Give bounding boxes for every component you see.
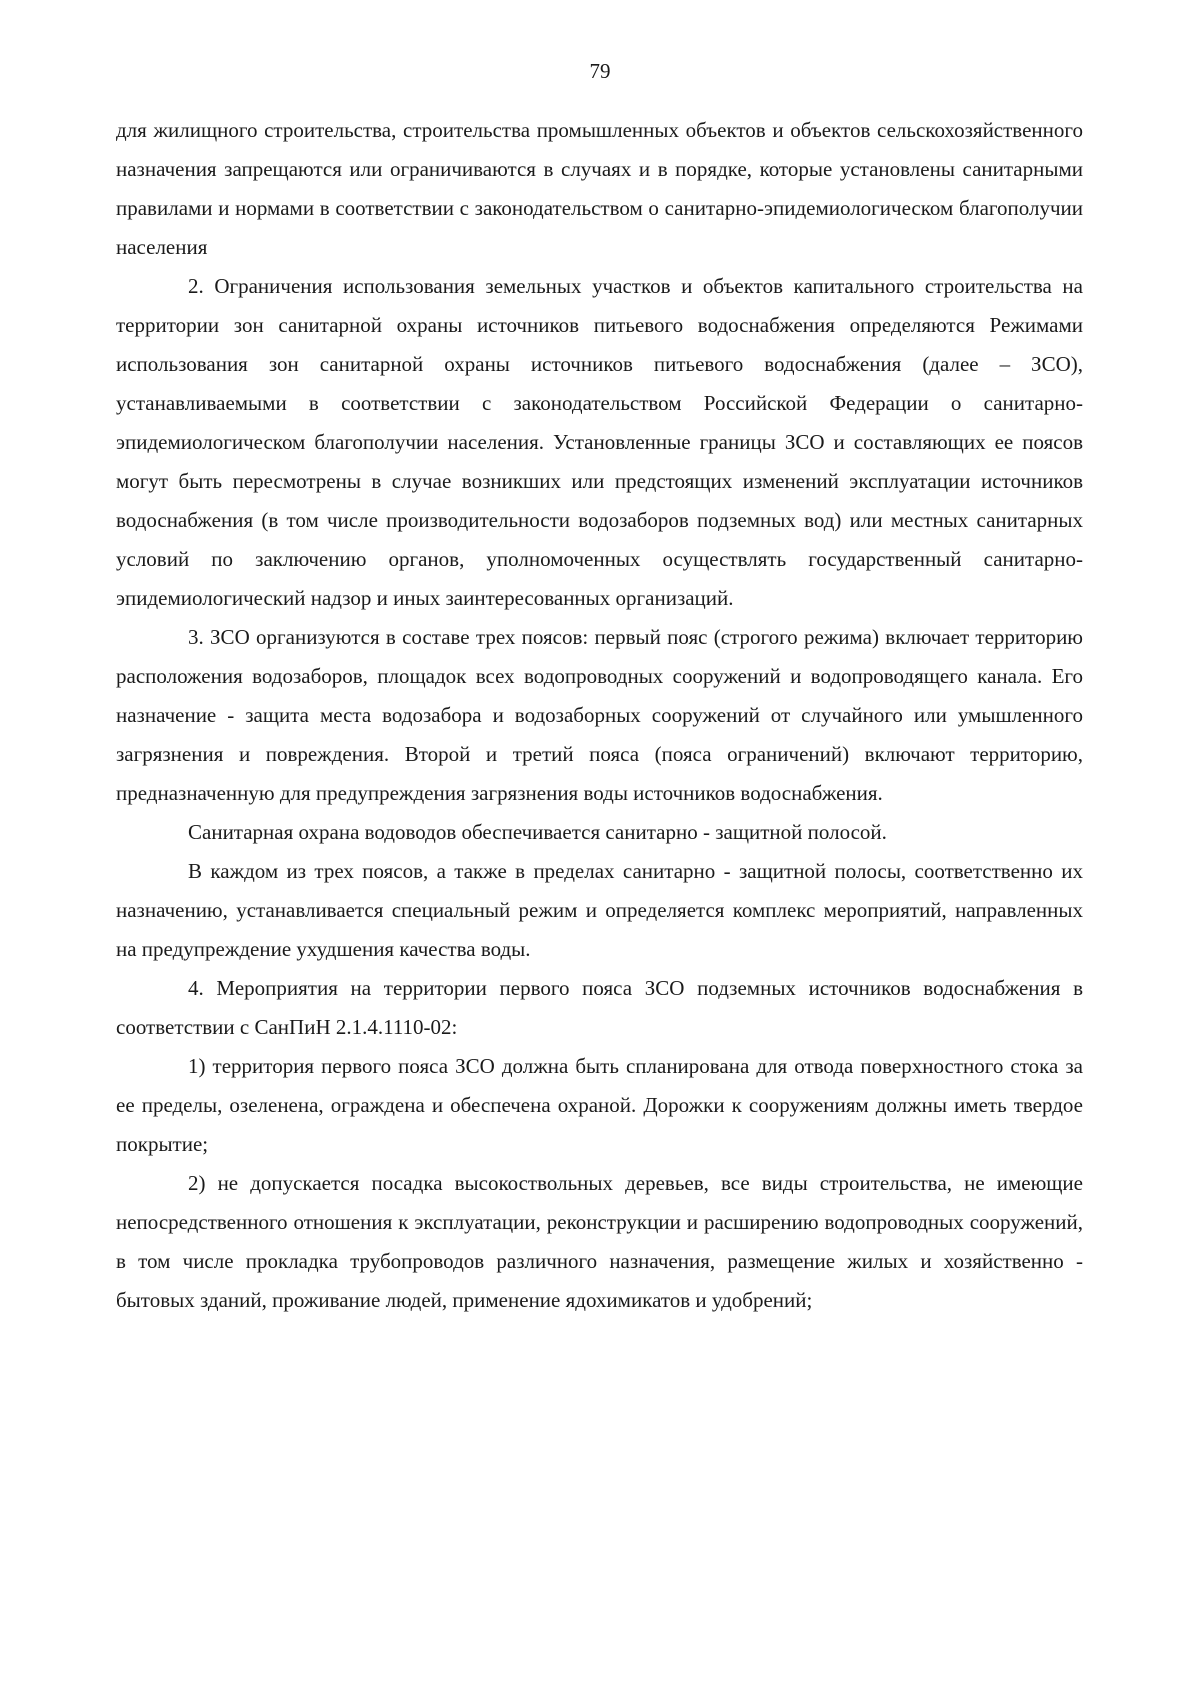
page-number: 79 xyxy=(589,59,611,83)
paragraph-subitem-1: 1) территория первого пояса ЗСО должна быть спланирована для отвода поверхностного стока за ее пределы, озеленена, ограждена и обеспечена охраной. Дорожки к сооружениям должны иметь твердое покрытие; xyxy=(116,1054,1083,1156)
paragraph-subitem-2: 2) не допускается посадка высокоствольных деревьев, все виды строительства, не имеющие непосредственного отношения к эксплуатации, реконструкции и расширению водопроводных сооружений, в том числе прокладка трубопроводов различного назначения, размещение жилых и хозяйственно - бытовых зданий, проживание людей, применение ядохимикатов и удобрений; xyxy=(116,1171,1083,1312)
paragraph-three-zones: В каждом из трех поясов, а также в пределах санитарно - защитной полосы, соответственно их назначению, устанавливается специальный режим и определяется комплекс мероприятий, направленных на предупреждение ухудшения качества воды. xyxy=(116,859,1083,961)
paragraph-item-2: 2. Ограничения использования земельных участков и объектов капитального строительства на территории зон санитарной охраны источников питьевого водоснабжения определяются Режимами использования зон санитарной охраны источников питьевого водоснабжения (далее – ЗСО), устанавливаемыми в соответствии с законодательством Российской Федерации о санитарно-эпидемиологическом благополучии населения. Установленные границы ЗСО и составляющих ее поясов могут быть пересмотрены в случае возникших или предстоящих изменений эксплуатации источников водоснабжения (в том числе производительности водозаборов подземных вод) или местных санитарных условий по заключению органов, уполномоченных осуществлять государственный санитарно-эпидемиологический надзор и иных заинтересованных организаций. xyxy=(116,274,1083,610)
paragraph-item-4: 4. Мероприятия на территории первого пояса ЗСО подземных источников водоснабжения в соответствии с СанПиН 2.1.4.1110-02: xyxy=(116,976,1083,1039)
paragraph-continuation: для жилищного строительства, строительства промышленных объектов и объектов сельскохозяйственного назначения запрещаются или ограничиваются в случаях и в порядке, которые установлены санитарными правилами и нормами в соответствии с законодательством о санитарно-эпидемиологическом благополучии населения xyxy=(116,118,1083,259)
paragraph-item-3: 3. ЗСО организуются в составе трех поясов: первый пояс (строгого режима) включает территорию расположения водозаборов, площадок всех водопроводных сооружений и водопроводящего канала. Его назначение - защита места водозабора и водозаборных сооружений от случайного или умышленного загрязнения и повреждения. Второй и третий пояса (пояса ограничений) включают территорию, предназначенную для предупреждения загрязнения воды источников водоснабжения. xyxy=(116,625,1083,805)
document-body xyxy=(116,111,1083,1320)
paragraph-sanitary-protection: Санитарная охрана водоводов обеспечивается санитарно - защитной полосой. xyxy=(188,820,887,844)
